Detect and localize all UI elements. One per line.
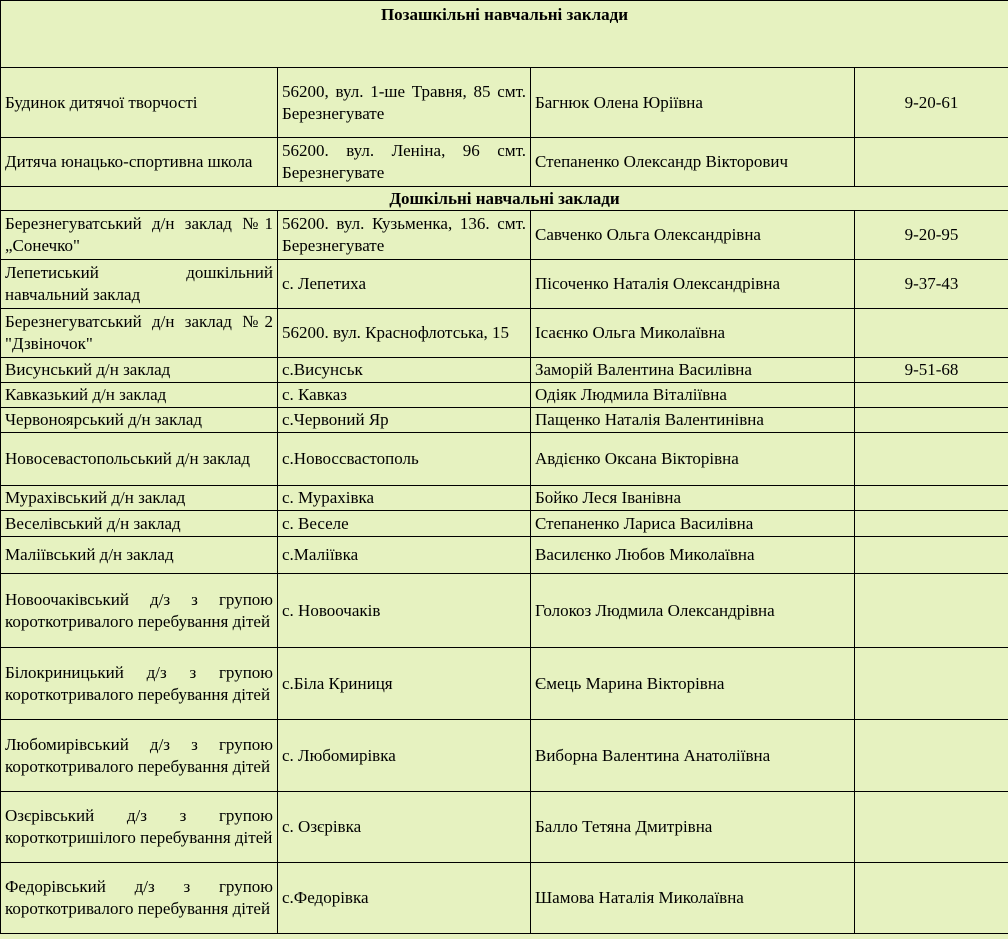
institution-address: 56200, вул. 1-ше Травня, 85 смт. Березнегувате <box>278 68 531 138</box>
table-row <box>1 309 1008 358</box>
institution-address: с. Кавказ <box>278 383 531 408</box>
table-row <box>1 574 1008 648</box>
institution-head: Степаненко Лариса Василівна <box>531 511 855 537</box>
institution-head: Балло Тетяна Дмитрівна <box>531 792 855 863</box>
table-row <box>1 486 1008 511</box>
institution-address: с. Любомирівка <box>278 720 531 792</box>
table-row <box>1 211 1008 260</box>
institution-head: Ісаєнко Ольга Миколаївна <box>531 309 855 358</box>
table-row <box>1 68 1008 138</box>
section-title-preschool: Дошкільні навчальні заклади <box>1 187 1008 211</box>
institution-head: Авдієнко Оксана Вікторівна <box>531 433 855 486</box>
institution-name: Федорівський д/з з групою короткотривалого перебування дітей <box>1 863 278 934</box>
institution-head: Голокоз Людмила Олександрівна <box>531 574 855 648</box>
institution-phone <box>855 486 1008 511</box>
institution-address: с.Висунськ <box>278 358 531 383</box>
institution-address: с.Федорівка <box>278 863 531 934</box>
institution-name: Червоноярський д/н заклад <box>1 408 278 433</box>
institution-phone: 9-20-95 <box>855 211 1008 260</box>
institution-phone <box>855 433 1008 486</box>
institution-address: 56200. вул. Краснофлотська, 15 <box>278 309 531 358</box>
institution-address: с. Озєрівка <box>278 792 531 863</box>
institution-phone <box>855 309 1008 358</box>
institution-name: Білокриницький д/з з групою короткотривалого перебування дітей <box>1 648 278 720</box>
institution-head: Степаненко Олександр Вікторович <box>531 138 855 187</box>
institution-phone: 9-51-68 <box>855 358 1008 383</box>
institution-phone <box>855 574 1008 648</box>
table-row <box>1 433 1008 486</box>
table-row <box>1 383 1008 408</box>
institution-head: Бойко Леся Іванівна <box>531 486 855 511</box>
table-row <box>1 537 1008 574</box>
institution-address: 56200. вул. Леніна, 96 смт. Березнегувате <box>278 138 531 187</box>
institution-phone <box>855 383 1008 408</box>
institution-head: Ємець Марина Вікторівна <box>531 648 855 720</box>
institution-name: Березнегуватський д/н заклад №1 „Сонечко" <box>1 211 278 260</box>
table-row <box>1 260 1008 309</box>
institution-name: Веселівський д/н заклад <box>1 511 278 537</box>
institution-head: Шамова Наталія Миколаївна <box>531 863 855 934</box>
institution-address: с.Біла Криниця <box>278 648 531 720</box>
institution-phone <box>855 720 1008 792</box>
institution-name: Березнегуватський д/н заклад №2 "Дзвіночок" <box>1 309 278 358</box>
institution-head: Виборна Валентина Анатоліївна <box>531 720 855 792</box>
institution-phone <box>855 511 1008 537</box>
institution-phone <box>855 792 1008 863</box>
institution-name: Висунський д/н заклад <box>1 358 278 383</box>
section-header-row <box>1 1 1008 68</box>
institution-name: Озєрівський д/з з групою короткотришілого перебування дітей <box>1 792 278 863</box>
institution-name: Лепетиський дошкільний навчальний заклад <box>1 260 278 309</box>
institution-phone <box>855 863 1008 934</box>
institution-head: Василєнко Любов Миколаївна <box>531 537 855 574</box>
table-row <box>1 358 1008 383</box>
institution-phone <box>855 537 1008 574</box>
institution-phone: 9-37-43 <box>855 260 1008 309</box>
institution-address: с. Веселе <box>278 511 531 537</box>
table-row <box>1 720 1008 792</box>
table-row <box>1 511 1008 537</box>
institution-name: Любомирівський д/з з групою короткотривалого перебування дітей <box>1 720 278 792</box>
institution-head: Заморій Валентина Василівна <box>531 358 855 383</box>
institution-address: с.Маліївка <box>278 537 531 574</box>
institution-name: Кавказький д/н заклад <box>1 383 278 408</box>
section-header-row <box>1 187 1008 211</box>
table-row <box>1 648 1008 720</box>
institution-head: Пащенко Наталія Валентинівна <box>531 408 855 433</box>
table-row <box>1 863 1008 934</box>
table-row <box>1 792 1008 863</box>
institution-address: с.Червоний Яр <box>278 408 531 433</box>
institution-name: Маліївський д/н заклад <box>1 537 278 574</box>
institution-phone <box>855 408 1008 433</box>
institution-head: Одіяк Людмила Віталіївна <box>531 383 855 408</box>
institution-name: Мурахівський д/н заклад <box>1 486 278 511</box>
institution-head: Пісоченко Наталія Олександрівна <box>531 260 855 309</box>
institution-phone <box>855 138 1008 187</box>
institution-address: с. Новоочаків <box>278 574 531 648</box>
institution-address: с.Новоссвастополь <box>278 433 531 486</box>
institution-address: 56200. вул. Кузьменка, 136. смт. Березнегувате <box>278 211 531 260</box>
institution-address: с. Лепетиха <box>278 260 531 309</box>
institution-head: Багнюк Олена Юріївна <box>531 68 855 138</box>
institution-name: Дитяча юнацько-спортивна школа <box>1 138 278 187</box>
institution-name: Новоочаківський д/з з групою короткотривалого перебування дітей <box>1 574 278 648</box>
institution-address: с. Мурахівка <box>278 486 531 511</box>
institution-name: Новосевастопольський д/н заклад <box>1 433 278 486</box>
table-row <box>1 138 1008 187</box>
institution-head: Савченко Ольга Олександрівна <box>531 211 855 260</box>
institution-name: Будинок дитячої творчості <box>1 68 278 138</box>
institution-phone: 9-20-61 <box>855 68 1008 138</box>
table-row <box>1 408 1008 433</box>
institution-phone <box>855 648 1008 720</box>
section-title-extracurricular: Позашкільні навчальні заклади <box>1 1 1008 68</box>
